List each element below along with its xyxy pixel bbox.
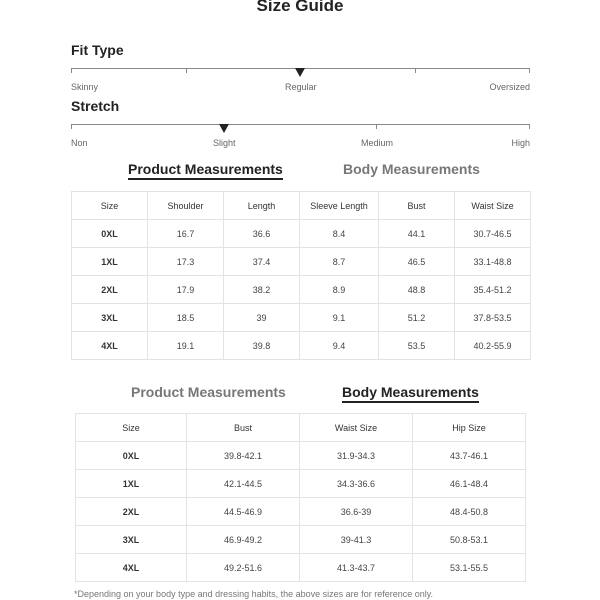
column-header: Bust [379,192,455,220]
fit-tick [186,68,187,73]
stretch-tick [376,124,377,129]
column-header: Waist Size [300,414,413,442]
column-header: Sleeve Length [300,192,379,220]
table-cell: 48.4-50.8 [413,498,526,526]
column-header: Waist Size [455,192,531,220]
table-cell: 37.4 [224,248,300,276]
table-cell: 46.1-48.4 [413,470,526,498]
table-cell: 38.2 [224,276,300,304]
table-cell: 39-41.3 [300,526,413,554]
table-header-row [72,192,531,220]
table-cell: 8.9 [300,276,379,304]
stretch-scale-label: Slight [213,138,236,148]
table-cell: 18.5 [148,304,224,332]
table-row [72,248,531,276]
body-measurements-table [75,413,526,582]
size-cell: 1XL [76,470,187,498]
size-cell: 0XL [76,442,187,470]
size-cell: 4XL [76,554,187,582]
fit-scale-label: Oversized [489,82,530,92]
stretch-scale-label: High [511,138,530,148]
table-cell: 44.1 [379,220,455,248]
table-cell: 42.1-44.5 [187,470,300,498]
table-cell: 53.5 [379,332,455,360]
table-cell: 9.4 [300,332,379,360]
table-cell: 46.9-49.2 [187,526,300,554]
table-cell: 50.8-53.1 [413,526,526,554]
stretch-label: Stretch [71,98,120,114]
table-cell: 19.1 [148,332,224,360]
table-cell: 40.2-55.9 [455,332,531,360]
table-cell: 53.1-55.5 [413,554,526,582]
footnote: *Depending on your body type and dressing habits, the above sizes are for reference only. [74,589,434,599]
table-cell: 37.8-53.5 [455,304,531,332]
table-cell: 51.2 [379,304,455,332]
tab-product-measurements[interactable]: Product Measurements [131,384,286,400]
tab-body-measurements[interactable]: Body Measurements [343,161,480,177]
table-cell: 36.6 [224,220,300,248]
size-cell: 2XL [72,276,148,304]
table-row [76,526,526,554]
table-row [76,442,526,470]
fit-type-label: Fit Type [71,42,124,58]
table-header-row [76,414,526,442]
column-header: Size [76,414,187,442]
product-measurements-table [71,191,531,360]
stretch-scale-label: Non [71,138,88,148]
table-cell: 36.6-39 [300,498,413,526]
fit-selected-marker [295,68,305,77]
fit-scale-label: Skinny [71,82,99,92]
table-cell: 43.7-46.1 [413,442,526,470]
table-cell: 39.8-42.1 [187,442,300,470]
table-cell: 33.1-48.8 [455,248,531,276]
table-cell: 41.3-43.7 [300,554,413,582]
table-cell: 30.7-46.5 [455,220,531,248]
stretch-tick [529,124,530,129]
fit-scale-label: Regular [285,82,317,92]
table-cell: 17.3 [148,248,224,276]
size-cell: 4XL [72,332,148,360]
table-row [76,470,526,498]
table-cell: 49.2-51.6 [187,554,300,582]
stretch-scale-label: Medium [361,138,394,148]
size-cell: 3XL [76,526,187,554]
tab-product-measurements[interactable]: Product Measurements [128,161,283,180]
table-cell: 48.8 [379,276,455,304]
fit-tick [71,68,72,73]
column-header: Length [224,192,300,220]
table-cell: 9.1 [300,304,379,332]
stretch-selected-marker [219,124,229,133]
table-cell: 8.7 [300,248,379,276]
table-cell: 44.5-46.9 [187,498,300,526]
table-cell: 39 [224,304,300,332]
table-cell: 35.4-51.2 [455,276,531,304]
column-header: Shoulder [148,192,224,220]
stretch-tick [71,124,72,129]
table-cell: 39.8 [224,332,300,360]
column-header: Bust [187,414,300,442]
table-row [72,304,531,332]
size-cell: 1XL [72,248,148,276]
table-row [72,276,531,304]
table-cell: 34.3-36.6 [300,470,413,498]
column-header: Size [72,192,148,220]
table-cell: 17.9 [148,276,224,304]
table-cell: 46.5 [379,248,455,276]
table-cell: 31.9-34.3 [300,442,413,470]
table-row [72,332,531,360]
size-cell: 0XL [72,220,148,248]
size-cell: 2XL [76,498,187,526]
fit-tick [529,68,530,73]
size-cell: 3XL [72,304,148,332]
table-cell: 8.4 [300,220,379,248]
table-row [72,220,531,248]
stretch-scale [71,124,530,125]
tab-body-measurements[interactable]: Body Measurements [342,384,479,403]
table-row [76,554,526,582]
table-row [76,498,526,526]
fit-tick [415,68,416,73]
table-cell: 16.7 [148,220,224,248]
page-title: Size Guide [256,0,344,15]
column-header: Hip Size [413,414,526,442]
